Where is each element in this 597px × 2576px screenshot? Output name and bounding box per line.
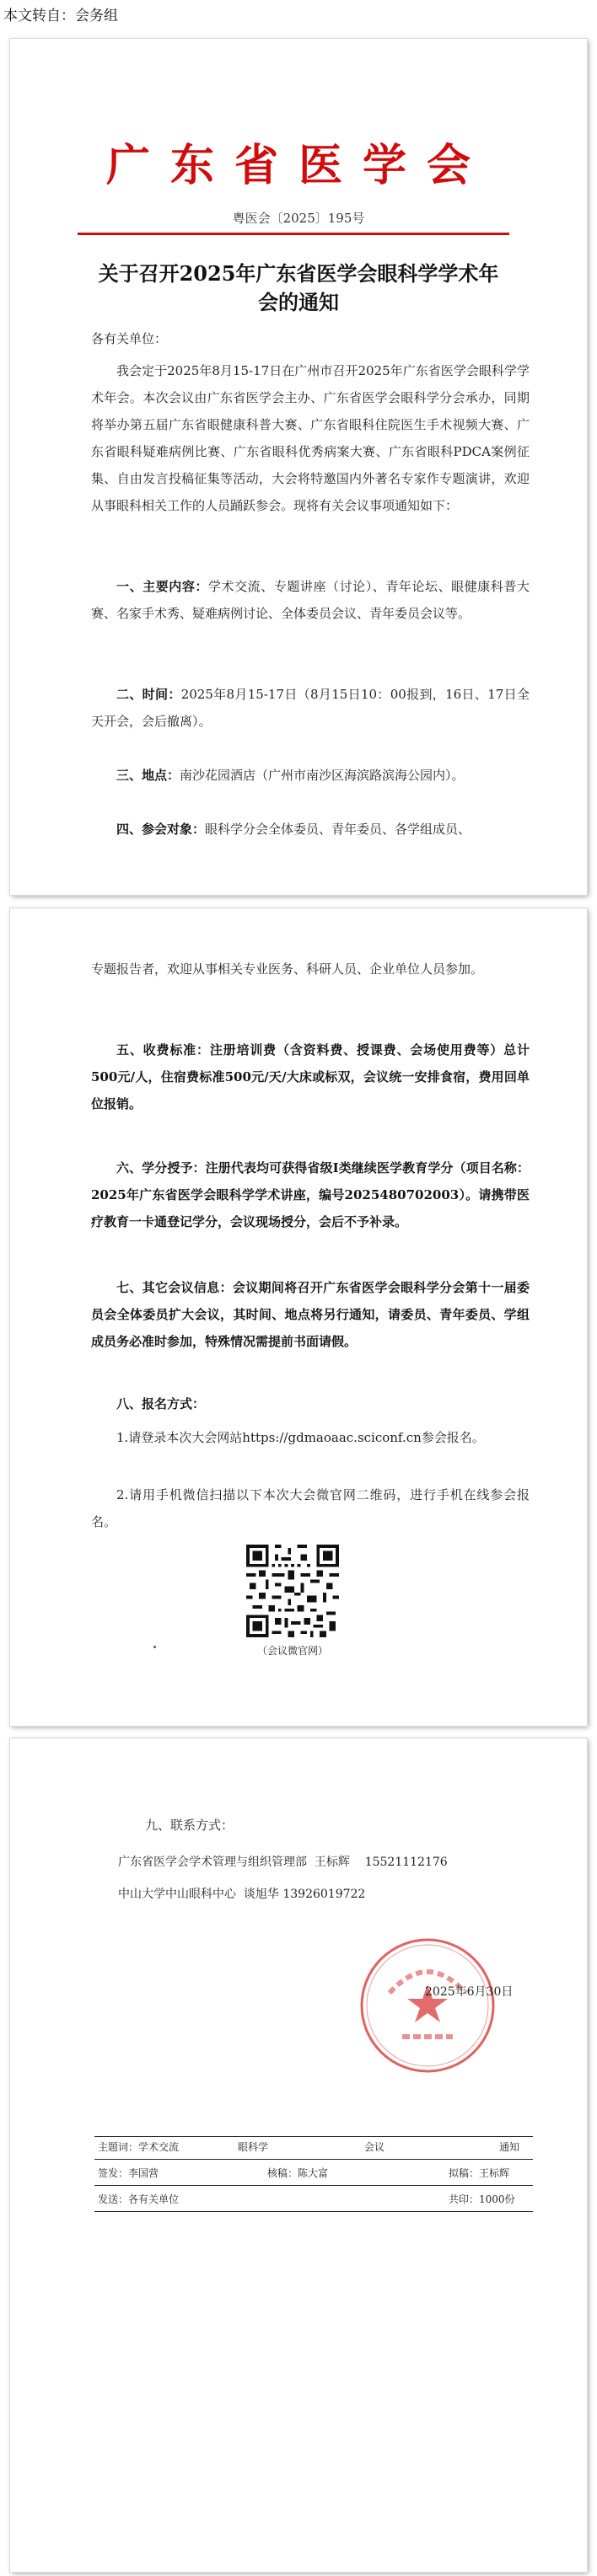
document-page-2 (10, 908, 587, 1726)
document-title: 关于召开2025年广东省医学会眼科学学术年会的通知 (98, 261, 499, 314)
item-label: 五、收费标准： (116, 1042, 210, 1058)
copies-printed: 共印：1000份 (449, 2193, 515, 2205)
qr-caption: （会议微官网） (256, 1645, 328, 1657)
salutation: 各有关单位： (91, 331, 168, 346)
item-other-info (91, 1274, 530, 1355)
item-label: 四、参会对象： (116, 822, 206, 837)
item-label: 八、报名方式： (116, 1396, 206, 1411)
item-attendees (91, 816, 530, 843)
distribution-row (94, 2189, 533, 2212)
item-label: 六、学分授予： (116, 1160, 206, 1176)
attendees-continued: 专题报告者，欢迎从事相关专业医务、科研人员、企业单位人员参加。 (91, 961, 484, 977)
signer: 签发：李国营 (98, 2167, 159, 2179)
registration-wechat: 2.请用手机微信扫描以下本次大会微官网二维码，进行手机在线参会报名。 (91, 1487, 530, 1529)
contact-heading: 九、联系方式： (145, 1818, 234, 1833)
scan-dot (153, 1646, 156, 1648)
issue-date: 2025年6月30日 (425, 1985, 514, 1999)
item-fees (91, 1036, 530, 1117)
item-label: 三、地点： (116, 768, 180, 783)
item-main-content (91, 573, 530, 627)
subject-word: 会议 (364, 2141, 385, 2153)
item-label: 一、主要内容： (116, 579, 208, 594)
item-text: 会议期间将召开广东省医学会眼科学分会第十一届委员会全体委员扩大会议，其时间、地点将另行通知，请委员、青年委员、学组成员务必准时参加，特殊情况需提前书面请假。 (91, 1280, 530, 1349)
item-text: 注册代表均可获得省级Ⅰ类继续医学教育学分（项目名称：2025年广东省医学会眼科学学术讲座，编号2025480702003）。请携带医疗教育一卡通登记学分，会议现场授分，会后不予补录。 (91, 1160, 530, 1229)
subject-word: 眼科学 (238, 2141, 269, 2153)
contact-line-1: 广东省医学会学术管理与组织管理部 王标辉 15521112176 (118, 1856, 448, 1869)
document-number: 粤医会〔2025〕195号 (232, 211, 365, 226)
item-time (91, 681, 530, 735)
sent-to: 发送：各有关单位 (98, 2193, 180, 2205)
item-credits (91, 1154, 530, 1235)
red-divider (78, 233, 509, 235)
subject-word: 通知 (499, 2141, 520, 2153)
approval-row (94, 2163, 533, 2186)
qr-code-image[interactable] (246, 1545, 339, 1637)
drafter: 拟稿：王标辉 (449, 2167, 510, 2179)
registration-website: 1.请登录本次大会网站https://gdmaoaac.sciconf.cn参会报名。 (116, 1430, 485, 1445)
item-text: 学术交流、专题讲座（讨论）、青年论坛、眼健康科普大赛、名家手术秀、疑难病例讨论、全体委员会议、青年委员会议等。 (91, 579, 530, 621)
item-label: 二、时间： (116, 687, 181, 702)
subject-keywords-row (94, 2137, 533, 2160)
official-seal-image (356, 1934, 499, 2077)
item-text: 注册培训费（含资料费、授课费、会场使用费等）总计500元/人，住宿费标准500元/天/大床或标双，会议统一安排食宿，费用回单位报销。 (91, 1042, 530, 1111)
checker: 核稿：陈大富 (267, 2167, 329, 2179)
item-text: 南沙花园酒店（广州市南沙区海滨路滨海公园内）。 (180, 768, 465, 783)
item-text: 眼科学分会全体委员、青年委员、各学组成员、 (205, 822, 471, 837)
subject-label: 主题词：学术交流 (98, 2141, 180, 2153)
contact-line-2: 中山大学中山眼科中心 谈旭华 13926019722 (118, 1888, 366, 1901)
document-page-1 (10, 39, 587, 895)
repost-note: 本文转自：会务组 (3, 8, 118, 24)
org-header: 广东省医学会 (105, 140, 491, 191)
item-text: 2025年8月15-17日（8月15日10：00报到，16日、17日全天开会，会后撤离）。 (91, 687, 530, 729)
item-location (91, 762, 530, 789)
item-registration (91, 1390, 530, 1417)
item-label: 七、其它会议信息： (116, 1280, 233, 1295)
document-page-3 (10, 1738, 587, 2572)
intro-paragraph: 我会定于2025年8月15-17日在广州市召开2025年广东省医学会眼科学学术年会。本次会议由广东省医学会主办、广东省医学会眼科学分会承办，同期将举办第五届广东省眼健康科普大赛、广东省眼科住院医生手术视频大赛、广东省眼科疑难病例比赛、广东省眼科优秀病案大赛、广东省眼科PDCA案例征集、自由发言投稿征集等活动，大会将特邀国内外著名专家作专题演讲，欢迎从事眼科相关工作的人员踊跃参会。现将有关会议事项通知如下： (91, 363, 530, 513)
